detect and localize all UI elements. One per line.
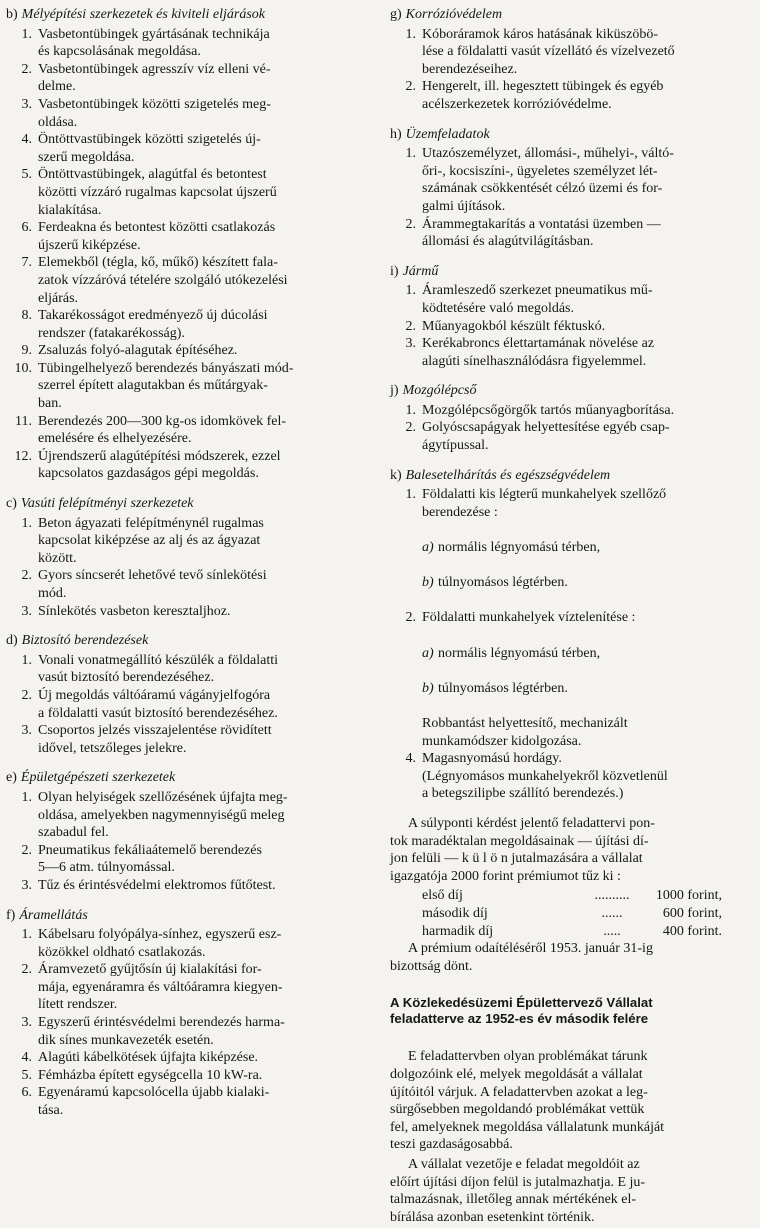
section-h — [390, 126, 754, 251]
list-item: 3. Tűz és érintésvédelmi elektromos fűtőtest. — [21, 877, 276, 893]
list-item: 2. Áramvezető gyűjtősín új kialakítási for- mája, egyenáramra és váltóáramra kiegyen- lített rendszer. — [21, 962, 283, 1013]
list-item: 1. Mozgólépcsőgörgők tartós műanyagborítása. — [405, 402, 675, 418]
list-item: 2. Földalatti munkahelyek víztelenítése : — [405, 610, 636, 626]
prize-outro: A prémium odaítéléséről 1953. január 31-ig bizottság dönt. — [390, 941, 653, 974]
item-note: Robbantást helyettesítő, mechanizált munkamódszer kidolgozása. — [422, 715, 628, 749]
section-title: Korrózióvédelem — [405, 7, 503, 22]
section-c — [6, 495, 376, 620]
list-item: 5. Öntöttvastübingek, alagútfal és betontest közötti vízzáró rugalmas kapcsolat újszerű kialakítása. — [21, 167, 277, 218]
prize-row: első díj .......... 1000 forint, — [422, 888, 722, 904]
section-k — [390, 467, 754, 803]
section-heading — [6, 6, 376, 24]
list-item: 7. Elemekből (tégla, kő, műkő) készített fala- zatok vízzáróvá tételére szolgáló utókezelési eljárás. — [21, 255, 288, 306]
section-title: Mozgólépcső — [402, 383, 477, 399]
section-title: Üzemfeladatok — [405, 126, 490, 142]
list-item: 1. Kábelsaru folyópálya-sínhez, egyszerű esz- közökkel oldható csatlakozás. — [21, 927, 282, 960]
list-item: 1. Földalatti kis légterű munkahelyek szellőző berendezése : — [405, 487, 667, 520]
list-item: 6. Egyenáramú kapcsolócella újabb kialaki- tása. — [21, 1085, 270, 1119]
section-title: Épületgépészeti szerkezetek — [20, 770, 176, 786]
list-item: 2. Műanyagokból készült féktuskó. — [405, 318, 606, 334]
list-item: 1. Beton ágyazati felépítménynél rugalmas kapcsolat kiképzése az alj és az ágyazat között. — [21, 515, 264, 566]
list-item: 1. Utazószemélyzet, állomási-, műhelyi-, váltó- őri-, kocsiszíni-, ügyeletes személyzet lét- számának csökkentését célzó üzemi és for- galmi újítások. — [405, 146, 674, 214]
list-item: 3. Sínlekötés vasbeton keresztaljhoz. — [21, 603, 231, 619]
list-item: 1. Kóboráramok káros hatásának kiküszöbö- lése a földalatti vasút vízellátó és vízelvezető berendezéseihez. — [405, 26, 675, 77]
section-heading: g) Korrózióvédelem — [390, 7, 503, 22]
list-item: 1. Vasbetontübingek gyártásának technikája és kapcsolásának megoldása. — [21, 26, 270, 60]
section-title: Biztosító berendezések — [21, 633, 149, 649]
list-item: 1. Vonali vonatmegállító készülék a földalatti vasút biztosító berendezéséhez. — [21, 652, 279, 686]
list-item: 2. Gyors síncserét lehetővé tevő sínlekötési mód. — [21, 568, 267, 601]
list-item: 4. Alagúti kábelkötések újfajta kiképzése. — [21, 1050, 259, 1066]
prize-intro: A súlyponti kérdést jelentő feladattervi pon- tok maradéktalan megoldásainak — újítási dí- jon felüli — k ü l ö n jutalmazására a vállalat igazgatója 2000 forint prémiumot tűz ki : — [390, 815, 655, 884]
section-heading: c) Vasúti felépítményi szerkezetek — [6, 496, 194, 512]
list-item: 9. Zsaluzás folyó-alagutak építéséhez. — [21, 343, 238, 359]
section-heading: f) Áramellátás — [6, 907, 88, 923]
prize-list — [390, 887, 754, 940]
prize-row: második díj ...... 600 forint, — [422, 905, 722, 921]
list-item: 2. Árammegtakarítás a vontatási üzemben — állomási és alagútvilágításban. — [405, 216, 661, 250]
section-i — [390, 263, 754, 371]
article-headline: A Közlekedésüzemi Épülettervező Vállalat feladatterve az 1952-es év második felére — [390, 995, 653, 1026]
section-j — [390, 382, 754, 454]
prize-row: harmadik díj ..... 400 forint. — [422, 923, 722, 939]
list-item: 3. Kerékabroncs élettartamának növelése az alagúti sínelhasználódásra figyelemmel. — [405, 336, 655, 369]
list-item: 11. Berendezés 200—300 kg-os idomkövek fel- emelésére és elhelyezésére. — [15, 413, 287, 447]
list-item: 8. Takarékosságot eredményező új dúcolási rendszer (fatakarékosság). — [21, 308, 268, 341]
list-item: 12. Újrendszerű alagútépítési módszerek, ezzel kapcsolatos gazdaságos gépi megoldás. — [14, 448, 281, 482]
list-item: 10. Tübingelhelyező berendezés bányászati mód- szerrel épített alagutakban és műtárgyak- ban. — [14, 360, 294, 412]
section-d — [6, 632, 376, 757]
list-item: 3. Vasbetontübingek közötti szigetelés meg- oldása. — [21, 96, 271, 130]
section-heading: h) Üzemfeladatok — [390, 126, 490, 142]
article-paragraph: E feladattervben olyan problémákat tárunk dolgozóink elé, melyek megoldását a vállalat újítóitól várjuk. A feladattervben azokat a leg- sürgősebben megoldandó problémákat vettük fel, amelyeknek megoldása vállalatunk munkáját teszi gazdaságosabbá. — [390, 1049, 665, 1153]
section-heading: e) Épületgépészeti szerkezetek — [6, 770, 176, 786]
list-item: 6. Ferdeakna és betontest közötti csatlakozás újszerű kiképzése. — [21, 220, 276, 253]
right-column — [390, 6, 754, 1228]
list-item: 1. Áramleszedő szerkezet pneumatikus mű- ködtetésére való megoldás. — [405, 283, 653, 316]
list-item: 2. Pneumatikus fekáliaátemelő berendezés 5—6 atm. túlnyomással. — [21, 842, 262, 876]
sub-item: a) normális légnyomású térben, b) túlnyomásos légtérben. — [422, 645, 601, 696]
list-item: 5. Fémházba épített egységcella 10 kW-ra. — [21, 1067, 263, 1083]
section-letter: b) — [6, 7, 18, 22]
section-g — [390, 6, 754, 114]
sub-item: a) normális légnyomású térben, b) túlnyomásos légtérben. — [422, 540, 601, 591]
left-column — [6, 6, 376, 1124]
list-item: 4. Öntöttvastübingek közötti szigetelés új- szerű megoldása. — [21, 132, 261, 165]
list-item: 1. Olyan helyiségek szellőzésének újfajta meg- oldása, amelyekben nagymennyiségű meleg szabadul fel. — [21, 789, 288, 841]
section-e — [6, 769, 376, 894]
list-item: 2. Új megoldás váltóáramú vágányjelfogóra a földalatti vasút biztosító berendezéséhez. — [21, 687, 278, 721]
section-f — [6, 907, 376, 1120]
list-item: 3. Egyszerű érintésvédelmi berendezés harma- dik sínes munkavezeték esetén. — [21, 1015, 285, 1048]
section-heading: k) Balesetelhárítás és egészségvédelem — [390, 467, 611, 483]
list-item: 2. Vasbetontübingek agresszív víz elleni vé- delme. — [21, 61, 271, 95]
section-b — [6, 6, 376, 483]
section-title: Jármű — [402, 263, 439, 279]
section-heading: j) Mozgólépcső — [390, 383, 477, 399]
section-title: Balesetelhárítás és egészségvédelem — [405, 467, 611, 483]
item-note: (Légnyomásos munkahelyekről közvetlenül a betegszilipbe szállító berendezés.) — [422, 768, 668, 802]
list-item: 2. Hengerelt, ill. hegesztett tübingek és egyéb acélszerkezetek korrózióvédelme. — [405, 79, 664, 112]
list-item: 3. Csoportos jelzés visszajelentése rövidített idővel, tetszőleges jelekre. — [21, 723, 272, 756]
article-paragraph: A vállalat vezetője e feladat megoldóit az előírt újítási díjon felül is jutalmazhatja. E ju- talmazásnak, illetőleg annak mértékének el- bírálása azonban esetenkint történik. — [390, 1157, 646, 1225]
section-heading: d) Biztosító berendezések — [6, 633, 149, 649]
list-item: 2. Golyóscsapágyak helyettesítése egyéb csap- ágytípussal. — [405, 420, 670, 454]
section-title: Áramellátás — [19, 907, 88, 923]
section-title: Vasúti felépítményi szerkezetek — [20, 496, 194, 512]
list-item: 4. Magasnyomású hordágy. — [405, 751, 562, 767]
section-title: Mélyépítési szerkezetek és kiviteli eljárások — [21, 7, 266, 22]
section-heading: i) Jármű — [390, 263, 439, 279]
